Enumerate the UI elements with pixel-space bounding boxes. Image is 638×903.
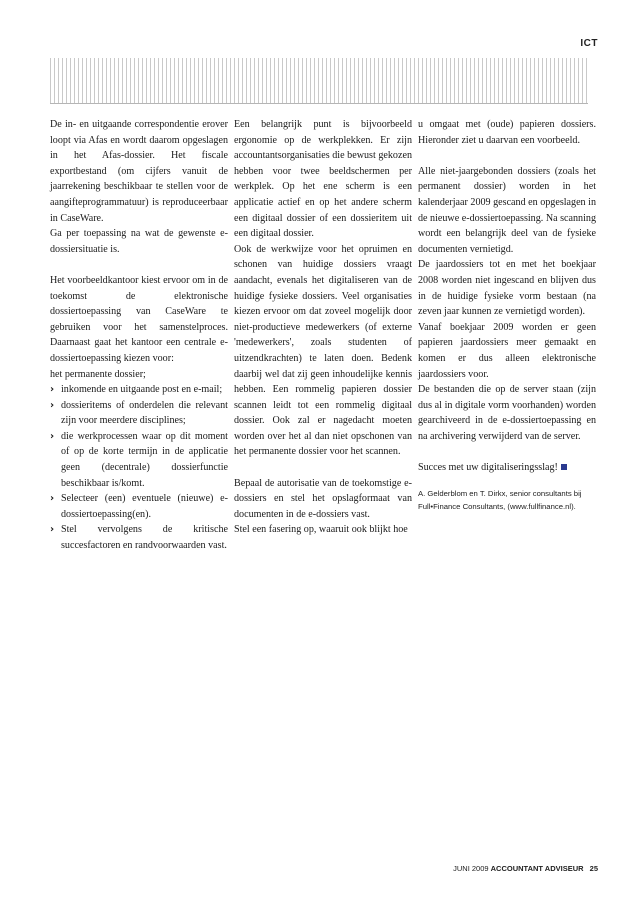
- paragraph: u omgaat met (oude) papieren dossiers. Hieronder ziet u daarvan een voorbeeld.: [418, 119, 596, 146]
- end-of-article-mark-icon: [561, 464, 567, 470]
- paragraph: Ga per toepassing na wat de gewenste e-dossiersituatie is.: [50, 228, 228, 255]
- list-item: › dossieritems of onderdelen die relevant zijn voor meerdere disciplines;: [50, 399, 228, 427]
- paragraph: Alle niet-jaargebonden dossiers (zoals het permanent dossier) worden in het kalenderjaar 2009 gescand en opgeslagen in de nieuwe e-dossiertoepassing. Na scanning wordt een belangrijk deel van de fysieke documenten vernietigd.: [418, 165, 596, 255]
- paragraph: Het voorbeeldkantoor kiest ervoor om in de toekomst de elektronische dossiertoepassing van CaseWare te gebruiken voor het samenstelproces. Daarnaast gaat het kantoor een centrale e-dossiertoepassing kiezen voor:: [50, 274, 228, 364]
- footer-date: JUNI 2009: [453, 864, 489, 873]
- paragraph: Stel een fasering op, waaruit ook blijkt hoe: [234, 524, 408, 536]
- paragraph: De jaardossiers tot en met het boekjaar 2008 worden niet ingescand en blijven dus in de huidige fysieke vorm bestaan (na zeven jaar kunnen ze vernietigd worden).: [418, 259, 596, 318]
- paragraph: Een belangrijk punt is bijvoorbeeld ergonomie op de werkplekken. Er zijn accountantsorganisaties die bewust gekozen hebben voor twee beeldschermen per werkplek. Op het ene scherm is een applicatie actief en op het andere scherm een digitaal dossier of een dossieritem uit een digitaal dossier.: [234, 119, 412, 240]
- page-number: 25: [589, 864, 598, 873]
- list-item: › Stel vervolgens de kritische succesfactoren en randvoorwaarden vast.: [50, 524, 228, 552]
- chevron-right-icon: ›: [50, 524, 55, 536]
- banner-divider: [50, 103, 588, 104]
- paragraph: Ook de werkwijze voor het opruimen en schonen van huidige dossiers vraagt aandacht, evenals het digitaliseren van de huidige fysieke dossiers. Veel organisaties kiezen ervoor om dat zoveel mogelijk door niet-productieve medewerkers (of externe 'medewerkers', zoals studenten of uitzendkrachten) te laten doen. Bedenk daarbij wel dat zij geen inhoudelijke kennis hebben. Een rommelig papieren dossier scannen leidt tot een rommelig digitaal dossier. Ook zal er nagedacht moeten worden over het al dan niet opschonen van het permanente dossier voor het scannen.: [234, 243, 412, 458]
- paragraph: De in- en uitgaande correspondentie erover loopt via Afas en wordt daarom opgeslagen in het Afas-dossier. Het fiscale exportbestand (om cijfers vanuit de jaarrekening beschikbaar te stellen voor de aangifteprogrammatuur) is reproduceerbaar in CaseWare.: [50, 119, 228, 224]
- closing-line: Succes met uw digitaliseringsslag!: [418, 460, 596, 476]
- list-item: › Selecteer (een) eventuele (nieuwe) e-dossiertoepassing(en).: [50, 493, 228, 520]
- article-column-2: [234, 117, 412, 538]
- bullet-list: [50, 382, 228, 554]
- page-footer: [453, 864, 598, 873]
- list-item: › inkomende en uitgaande post en e-mail;: [50, 382, 228, 398]
- paragraph: De bestanden die op de server staan (zijn dus al in digitale vorm voorhanden) worden gearchiveerd in de e-dossiertoepassing en na archivering verwijderd van de server.: [418, 384, 596, 442]
- article-column-3: [418, 117, 596, 513]
- list-item: › die werkprocessen waar op dit moment of op de korte termijn in de applicatie geen (decentrale) dossierfunctie beschikbaar is/komt.: [50, 430, 228, 489]
- paragraph: Bepaal de autorisatie van de toekomstige e-dossiers en stel het opslagformaat van documenten in de e-dossiers vast.: [234, 477, 412, 520]
- paragraph: het permanente dossier;: [50, 368, 146, 380]
- article-column-1: [50, 117, 228, 554]
- chevron-right-icon: ›: [50, 493, 55, 505]
- paragraph: Vanaf boekjaar 2009 worden er geen papieren jaardossiers meer gemaakt en komen er dus alleen elektronische jaardossiers voor.: [418, 321, 596, 380]
- chevron-right-icon: ›: [50, 430, 55, 442]
- section-label: ICT: [580, 38, 598, 49]
- footer-publication: ACCOUNTANT ADVISEUR: [490, 864, 584, 873]
- author-credit: A. Gelderblom en T. Dirkx, senior consultants bij Full•Finance Consultants, (www.fullfinance.nl).: [418, 488, 582, 511]
- decorative-barcode-banner: [50, 58, 588, 103]
- chevron-right-icon: ›: [50, 384, 55, 396]
- chevron-right-icon: ›: [50, 399, 55, 411]
